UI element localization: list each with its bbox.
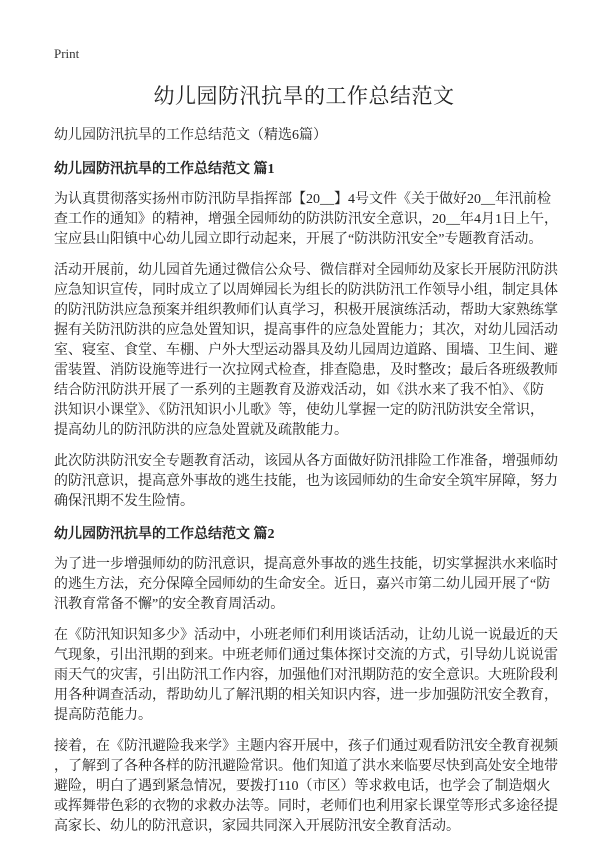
- paragraph-line: 的防汛防洪应急预案并组织教师们认真学习，积极开展演练活动，帮助大家熟练掌: [54, 303, 558, 318]
- paragraph-line: 雷装置、消防设施等进行一次拉网式检查，排查隐患，及时整改；最后各班级教师: [54, 363, 558, 378]
- paragraph: [54, 737, 558, 837]
- paragraph-line: 结合防汛防洪开展了一系列的主题教育及游戏活动，如《洪水来了我不怕》、《防: [54, 383, 544, 398]
- paragraph-line: 为了进一步增强师幼的防汛意识，提高意外事故的逃生技能，切实掌握洪水来临时: [54, 557, 558, 572]
- paragraph-line: 室、寝室、食堂、车棚、户外大型运动器具及幼儿园周边道路、围墙、卫生间、避: [54, 343, 558, 358]
- paragraph: [54, 261, 558, 441]
- paragraph-line: 雨天气的灾害，引出防汛工作内容，加强他们对汛期防范的安全意识。大班阶段利: [54, 668, 558, 683]
- paragraph-line: 的逃生方法，充分保障全园师幼的生命安全。近日，嘉兴市第二幼儿园开展了“防: [54, 577, 551, 592]
- paragraph-line: 气现象，引出汛期的到来。中班老师们通过集体探讨交流的方式，引导幼儿说说雷: [54, 648, 558, 663]
- paragraph-line: 活动开展前，幼儿园首先通过微信公众号、微信群对全园师幼及家长开展防汛防洪: [54, 263, 558, 278]
- document-body: [54, 158, 558, 837]
- document-subtitle: 幼儿园防汛抗旱的工作总结范文（精选6篇）: [54, 128, 327, 143]
- paragraph-line: 提高幼儿的防汛防洪的应急处置就及疏散能力。: [54, 423, 348, 438]
- document-title: 幼儿园防汛抗旱的工作总结范文: [153, 84, 455, 108]
- paragraph: [54, 452, 558, 512]
- paragraph-line: 接着，在《防汛避险我来学》主题内容开展中，孩子们通过观看防汛安全教育视频: [54, 739, 558, 754]
- paragraph-line: 用各种调查活动，帮助幼儿了解汛期的相关知识内容，进一步加强防汛安全教育，: [54, 688, 558, 703]
- paragraph-line: 应急知识宣传，同时成立了以周婵园长为组长的防洪防汛工作领导小组，制定具体: [54, 283, 558, 298]
- paragraph-line: 提高防范能力。: [54, 708, 152, 723]
- print-link[interactable]: Print: [54, 46, 80, 61]
- document-page: [54, 46, 558, 848]
- paragraph-line: 握有关防汛防洪的应急处置知识，提高事件的应急处置能力；其次，对幼儿园活动: [54, 323, 558, 338]
- paragraph: [54, 190, 558, 250]
- paragraph-line: 查工作的通知》的精神，增强全园师幼的防洪防汛安全意识，20__年4月1日上午，: [54, 212, 558, 227]
- paragraph-line: 此次防洪防汛安全专题教育活动，该园从各方面做好防汛排险工作准备，增强师幼: [54, 454, 558, 469]
- paragraph-line: 宝应县山阳镇中心幼儿园立即行动起来，开展了“防洪防汛安全”专题教育活动。: [54, 232, 543, 247]
- paragraph-line: 确保汛期不发生险情。: [54, 494, 194, 509]
- paragraph: [54, 555, 558, 615]
- paragraph-line: ，了解到了各种各样的防汛避险常识。他们知道了洪水来临要尽快到高处安全地带: [54, 759, 558, 774]
- paragraph-line: 或挥舞带色彩的衣物的求救办法等。同时，老师们也利用家长课堂等形式多途径提: [54, 799, 558, 814]
- paragraph: [54, 626, 558, 726]
- section-heading: 幼儿园防汛抗旱的工作总结范文 篇1: [54, 162, 275, 177]
- section-heading: 幼儿园防汛抗旱的工作总结范文 篇2: [54, 527, 275, 542]
- paragraph-line: 洪知识小课堂》、《防汛知识小儿歌》等，使幼儿掌握一定的防汛防洪安全常识，: [54, 403, 544, 418]
- paragraph-line: 在《防汛知识知多少》活动中，小班老师们利用谈话活动，让幼儿说一说最近的天: [54, 628, 558, 643]
- paragraph-line: 汛教育常备不懈”的安全教育周活动。: [54, 597, 285, 612]
- paragraph-line: 的防汛意识，提高意外事故的逃生技能，也为该园师幼的生命安全筑牢屏障，努力: [54, 474, 558, 489]
- paragraph-line: 避险，明白了遇到紧急情况，要拨打110（市区）等求救电话，也学会了制造烟火: [54, 779, 551, 794]
- paragraph-line: 为认真贯彻落实扬州市防汛防旱指挥部【20__】4号文件《关于做好20__年汛前检: [54, 192, 551, 207]
- paragraph-line: 高家长、幼儿的防汛意识，家园共同深入开展防汛安全教育活动。: [54, 819, 460, 834]
